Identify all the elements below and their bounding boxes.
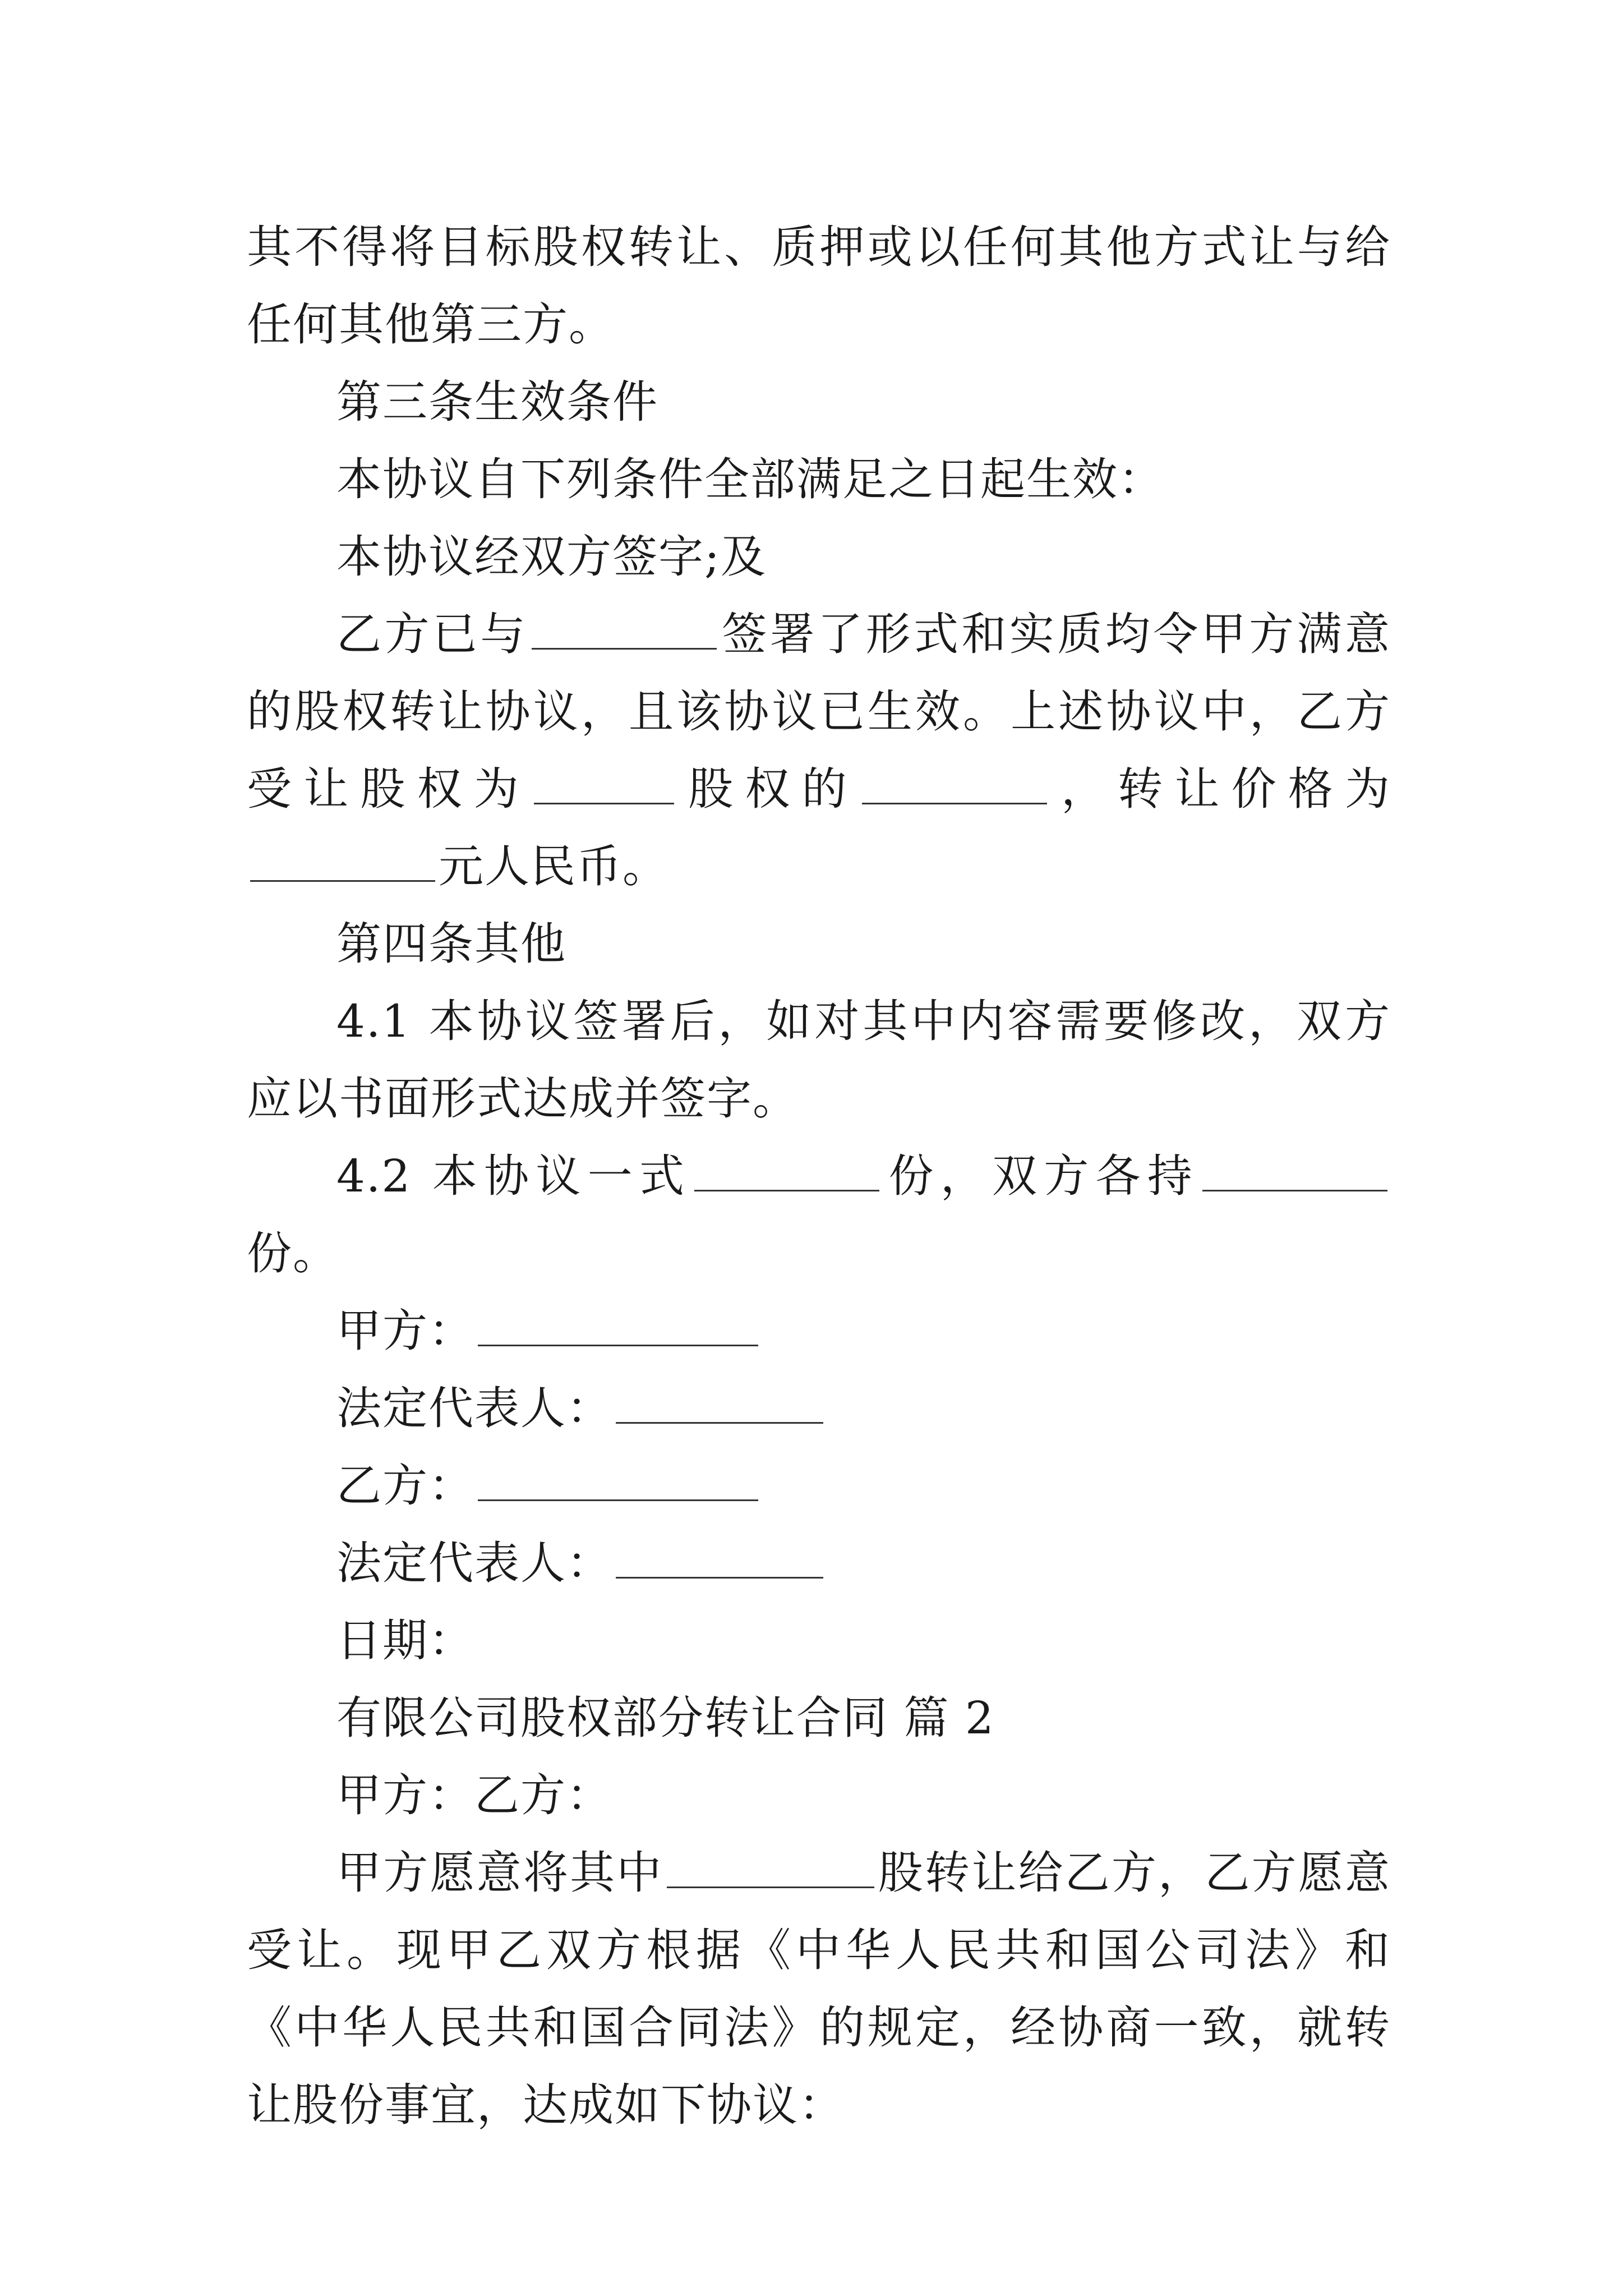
signature-line	[616, 1532, 823, 1579]
condition-signatures: 本协议经双方签字;及	[336, 531, 767, 583]
article-4-heading: 第四条其他	[336, 918, 566, 970]
effective-conditions-intro: 本协议自下列条件全部满足之日起生效：	[336, 453, 1164, 505]
signature-party-b	[247, 1447, 1391, 1525]
text-segment: 甲方愿意将其中	[336, 1847, 663, 1899]
signature-label: 法定代表人：	[336, 1537, 612, 1589]
text-segment: 份。	[247, 1227, 339, 1280]
text-segment: 乙方已与	[336, 608, 528, 660]
signature-line	[616, 1377, 823, 1424]
signature-line	[478, 1455, 758, 1501]
blank-company	[534, 758, 674, 804]
signature-label: 甲方：	[336, 1305, 474, 1357]
blank-copies-total	[694, 1145, 879, 1191]
clause-4-1: 4.1 本协议签署后，如对其中内容需要修改，双方应以书面形式达成并签字。	[247, 995, 1391, 1125]
text-segment: 元人民币。	[439, 840, 668, 892]
blank-copies-each	[1202, 1145, 1387, 1191]
parties-line: 甲方：乙方：	[336, 1769, 612, 1821]
signature-party-a	[247, 1292, 1391, 1370]
signature-label: 乙方：	[336, 1460, 474, 1512]
signature-rep-a	[247, 1370, 1391, 1447]
signature-date: 日期：	[336, 1614, 474, 1667]
blank-price	[250, 835, 435, 882]
blank-shares	[667, 1842, 874, 1888]
signature-line	[478, 1300, 758, 1346]
text-segment: ，转让价格为	[1050, 763, 1391, 815]
text-segment: 份，双方各持	[883, 1150, 1200, 1202]
transfer-intent-paragraph	[247, 1834, 1391, 2144]
paragraph-continuation: 其不得将目标股权转让、质押或以任何其他方式让与给任何其他第三方。	[247, 221, 1391, 351]
article-3-heading: 第三条生效条件	[336, 376, 658, 428]
text-segment: 签署了形式和实质均令甲方满意的股权转让协议，且该协议已生效。上述协议中，乙方受让股权为	[247, 608, 1391, 815]
text-segment: 股权的	[677, 763, 859, 815]
condition-transfer-agreement	[247, 596, 1391, 905]
clause-4-2	[247, 1138, 1391, 1292]
signature-rep-b	[247, 1525, 1391, 1602]
blank-percentage	[862, 758, 1047, 804]
signature-label: 法定代表人：	[336, 1382, 612, 1434]
blank-counterparty	[532, 603, 717, 650]
text-segment: 股转让给乙方，乙方愿意受让。现甲乙双方根据《中华人民共和国公司法》和《中华人民共和国合同法》的规定，经协商一致，就转让股份事宜，达成如下协议：	[247, 1847, 1391, 2131]
section-title: 有限公司股权部分转让合同 篇 2	[336, 1692, 995, 1744]
document-body	[247, 209, 1391, 2144]
text-segment: 4.2 本协议一式	[336, 1150, 691, 1202]
